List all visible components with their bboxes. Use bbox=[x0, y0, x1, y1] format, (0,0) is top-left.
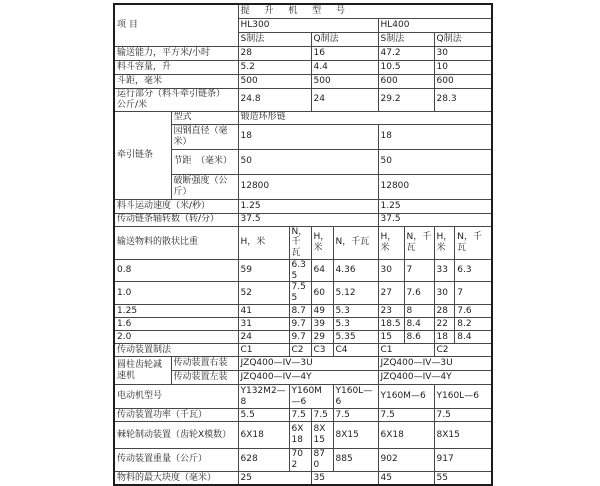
row-label: 料斗容量，升 bbox=[114, 60, 238, 74]
model-header-hl300: HL300 bbox=[238, 18, 378, 32]
data-cell: 55 bbox=[434, 471, 492, 485]
data-cell: 24 bbox=[311, 88, 378, 111]
data-cell: 60 bbox=[311, 282, 333, 305]
data-cell: 8X15 bbox=[333, 422, 378, 449]
data-cell: 8.4 bbox=[404, 318, 434, 331]
table-row bbox=[114, 344, 492, 357]
table-row bbox=[114, 124, 492, 149]
data-cell: Y160M—6 bbox=[378, 385, 434, 409]
row-label: 1.0 bbox=[114, 282, 238, 305]
data-cell: 64 bbox=[311, 259, 333, 282]
sub-header: H，米 bbox=[311, 226, 333, 259]
data-cell: JZQ400—IV—3U bbox=[378, 357, 492, 371]
data-cell: 30 bbox=[434, 282, 455, 305]
row-label: 1.25 bbox=[114, 305, 238, 318]
table-row bbox=[114, 74, 492, 88]
data-cell: 8 bbox=[404, 305, 434, 318]
table-row bbox=[114, 226, 492, 259]
data-cell: 59 bbox=[238, 259, 289, 282]
data-cell: 52 bbox=[238, 282, 289, 305]
data-cell: 6X18 bbox=[378, 422, 434, 449]
data-cell: 4.4 bbox=[311, 60, 378, 74]
row-label: 料斗运动速度（米/秒） bbox=[114, 199, 238, 213]
table-row bbox=[114, 409, 492, 422]
data-cell: 7.6 bbox=[404, 282, 434, 305]
data-cell: 12800 bbox=[378, 174, 492, 199]
table-row bbox=[114, 422, 492, 449]
data-cell: 5.35 bbox=[333, 331, 378, 344]
row-label: 0.8 bbox=[114, 259, 238, 282]
data-cell: 628 bbox=[238, 449, 289, 472]
data-cell: 8.6 bbox=[404, 331, 434, 344]
data-cell: 41 bbox=[238, 305, 289, 318]
row-label: 传动链条轴转数（转/分） bbox=[114, 213, 238, 226]
data-cell: 18 bbox=[434, 331, 455, 344]
data-cell: 5.5 bbox=[238, 409, 289, 422]
data-cell: 6.3 bbox=[455, 259, 492, 282]
table-row bbox=[114, 4, 492, 18]
row-label: 斗距，毫米 bbox=[114, 74, 238, 88]
data-cell: 18.5 bbox=[378, 318, 404, 331]
sub-header: N，千瓦 bbox=[455, 226, 492, 259]
data-cell: 50 bbox=[378, 149, 492, 174]
data-cell: JZQ400—IV—4Y bbox=[378, 371, 492, 385]
table-row bbox=[114, 471, 492, 485]
data-cell: 6X18 bbox=[238, 422, 289, 449]
table-row bbox=[114, 282, 492, 305]
data-cell: Y160L—6 bbox=[333, 385, 378, 409]
data-cell: Y132M2—8 bbox=[238, 385, 289, 409]
data-cell: C2 bbox=[434, 344, 492, 357]
data-cell: 8.2 bbox=[455, 318, 492, 331]
data-cell: JZQ400—IV—3U bbox=[238, 357, 378, 371]
table-row bbox=[114, 449, 492, 472]
data-cell: 9.7 bbox=[289, 318, 311, 331]
table-row bbox=[114, 371, 492, 385]
table-row bbox=[114, 305, 492, 318]
table-title: 提 升 机 型 号 bbox=[238, 4, 492, 18]
row-label: 棘轮制动装置（齿轮X模数） bbox=[114, 422, 238, 449]
row-label: 输送物料的散状比重 bbox=[114, 226, 238, 259]
table-row bbox=[114, 385, 492, 409]
data-cell: 8.7 bbox=[289, 305, 311, 318]
data-cell: 5.2 bbox=[238, 60, 311, 74]
data-cell: 6.35 bbox=[289, 259, 311, 282]
data-cell: 7 bbox=[455, 282, 492, 305]
data-cell: 7 bbox=[404, 259, 434, 282]
data-cell: 45 bbox=[378, 471, 434, 485]
data-cell: 锻造环形链 bbox=[238, 111, 492, 124]
table-row bbox=[114, 213, 492, 226]
data-cell: 28.3 bbox=[434, 88, 492, 111]
data-cell: 22 bbox=[434, 318, 455, 331]
spec-table bbox=[113, 3, 493, 486]
data-cell: 6X18 bbox=[289, 422, 311, 449]
item-header: 项 目 bbox=[114, 4, 238, 46]
data-cell: 870 bbox=[311, 449, 333, 472]
data-cell: 7.5 bbox=[311, 409, 333, 422]
row-label: 2.0 bbox=[114, 331, 238, 344]
table-row bbox=[114, 174, 492, 199]
data-cell: 31 bbox=[238, 318, 289, 331]
sub-header: N，千瓦 bbox=[289, 226, 311, 259]
spec-table-body bbox=[114, 4, 492, 485]
method-header: S制法 bbox=[238, 32, 311, 46]
data-cell: 7.55 bbox=[289, 282, 311, 305]
data-cell: 12800 bbox=[238, 174, 378, 199]
data-cell: 4.36 bbox=[333, 259, 378, 282]
data-cell: Y160L—6 bbox=[434, 385, 492, 409]
data-cell: 39 bbox=[311, 318, 333, 331]
data-cell: 28 bbox=[238, 46, 311, 60]
row-label: 输送能力，平方米/小时 bbox=[114, 46, 238, 60]
data-cell: 500 bbox=[238, 74, 311, 88]
data-cell: 37.5 bbox=[378, 213, 492, 226]
table-row bbox=[114, 60, 492, 74]
row-label: 物料的最大块度（毫米） bbox=[114, 471, 238, 485]
data-cell: C1 bbox=[238, 344, 289, 357]
table-row bbox=[114, 318, 492, 331]
data-cell: 10 bbox=[434, 60, 492, 74]
row-group-label: 牵引链条 bbox=[114, 111, 171, 199]
data-cell: 10.5 bbox=[378, 60, 434, 74]
data-cell: 25 bbox=[238, 471, 311, 485]
data-cell: 500 bbox=[311, 74, 378, 88]
row-label: 节距 （毫米） bbox=[171, 149, 238, 174]
row-label: 电动机型号 bbox=[114, 385, 238, 409]
data-cell: 8X15 bbox=[434, 422, 492, 449]
data-cell: 600 bbox=[434, 74, 492, 88]
table-row bbox=[114, 149, 492, 174]
data-cell: 5.12 bbox=[333, 282, 378, 305]
row-label: 传动装置重量（公斤） bbox=[114, 449, 238, 472]
sub-header: H，米 bbox=[238, 226, 289, 259]
data-cell: 27 bbox=[378, 282, 404, 305]
table-row bbox=[114, 199, 492, 213]
data-cell: 885 bbox=[333, 449, 378, 472]
data-cell: 35 bbox=[311, 471, 378, 485]
data-cell: 33 bbox=[434, 259, 455, 282]
table-row bbox=[114, 357, 492, 371]
row-label: 传动装置功率（千瓦） bbox=[114, 409, 238, 422]
data-cell: 50 bbox=[238, 149, 378, 174]
data-cell: 16 bbox=[311, 46, 378, 60]
row-group-label: 圆柱齿轮减速机 bbox=[114, 357, 171, 385]
data-cell: 8X15 bbox=[311, 422, 333, 449]
row-label: 破断强度（公斤） bbox=[171, 174, 238, 199]
data-cell: 7.5 bbox=[434, 409, 492, 422]
data-cell: 24 bbox=[238, 331, 289, 344]
sub-header: H，米 bbox=[378, 226, 404, 259]
model-header-hl400: HL400 bbox=[378, 18, 492, 32]
data-cell: 902 bbox=[378, 449, 434, 472]
data-cell: 8.4 bbox=[455, 331, 492, 344]
data-cell: Y160M—6 bbox=[289, 385, 333, 409]
row-label: 1.6 bbox=[114, 318, 238, 331]
sub-header: N，千瓦 bbox=[333, 226, 378, 259]
data-cell: 30 bbox=[434, 46, 492, 60]
row-label: 传动装置制法 bbox=[114, 344, 238, 357]
data-cell: 18 bbox=[378, 124, 492, 149]
data-cell: 917 bbox=[434, 449, 492, 472]
data-cell: 5.3 bbox=[333, 305, 378, 318]
data-cell: C4 bbox=[333, 344, 378, 357]
table-row bbox=[114, 88, 492, 111]
data-cell: 29 bbox=[311, 331, 333, 344]
method-header: Q制法 bbox=[434, 32, 492, 46]
row-label: 园钢直径（毫米） bbox=[171, 124, 238, 149]
data-cell: 7.5 bbox=[378, 409, 434, 422]
data-cell: 28 bbox=[434, 305, 455, 318]
data-cell: 29.2 bbox=[378, 88, 434, 111]
data-cell: 24.8 bbox=[238, 88, 311, 111]
sub-header: H，米 bbox=[434, 226, 455, 259]
row-label: 运行部分（料斗牵引链条） 公斤/米 bbox=[114, 88, 238, 111]
data-cell: 1.25 bbox=[378, 199, 492, 213]
data-cell: 47.2 bbox=[378, 46, 434, 60]
data-cell: 18 bbox=[238, 124, 378, 149]
data-cell: C3 bbox=[311, 344, 333, 357]
data-cell: 9.7 bbox=[289, 331, 311, 344]
data-cell: C1 bbox=[378, 344, 434, 357]
data-cell: 7.5 bbox=[333, 409, 378, 422]
table-row bbox=[114, 259, 492, 282]
method-header: Q制法 bbox=[311, 32, 378, 46]
table-row bbox=[114, 331, 492, 344]
data-cell: 23 bbox=[378, 305, 404, 318]
data-cell: 5.3 bbox=[333, 318, 378, 331]
data-cell: 600 bbox=[378, 74, 434, 88]
data-cell: 1.25 bbox=[238, 199, 378, 213]
sub-header: N，千瓦 bbox=[404, 226, 434, 259]
data-cell: 702 bbox=[289, 449, 311, 472]
data-cell: 49 bbox=[311, 305, 333, 318]
data-cell: 7.5 bbox=[289, 409, 311, 422]
data-cell: JZQ400—IV—4Y bbox=[238, 371, 378, 385]
data-cell: 15 bbox=[378, 331, 404, 344]
table-row bbox=[114, 111, 492, 124]
data-cell: 30 bbox=[378, 259, 404, 282]
data-cell: 7.6 bbox=[455, 305, 492, 318]
row-label: 传动装置左装 bbox=[171, 371, 238, 385]
data-cell: C2 bbox=[289, 344, 311, 357]
data-cell: 37.5 bbox=[238, 213, 378, 226]
table-row bbox=[114, 46, 492, 60]
row-label: 传动装置右装 bbox=[171, 357, 238, 371]
row-label: 型式 bbox=[171, 111, 238, 124]
method-header: S制法 bbox=[378, 32, 434, 46]
